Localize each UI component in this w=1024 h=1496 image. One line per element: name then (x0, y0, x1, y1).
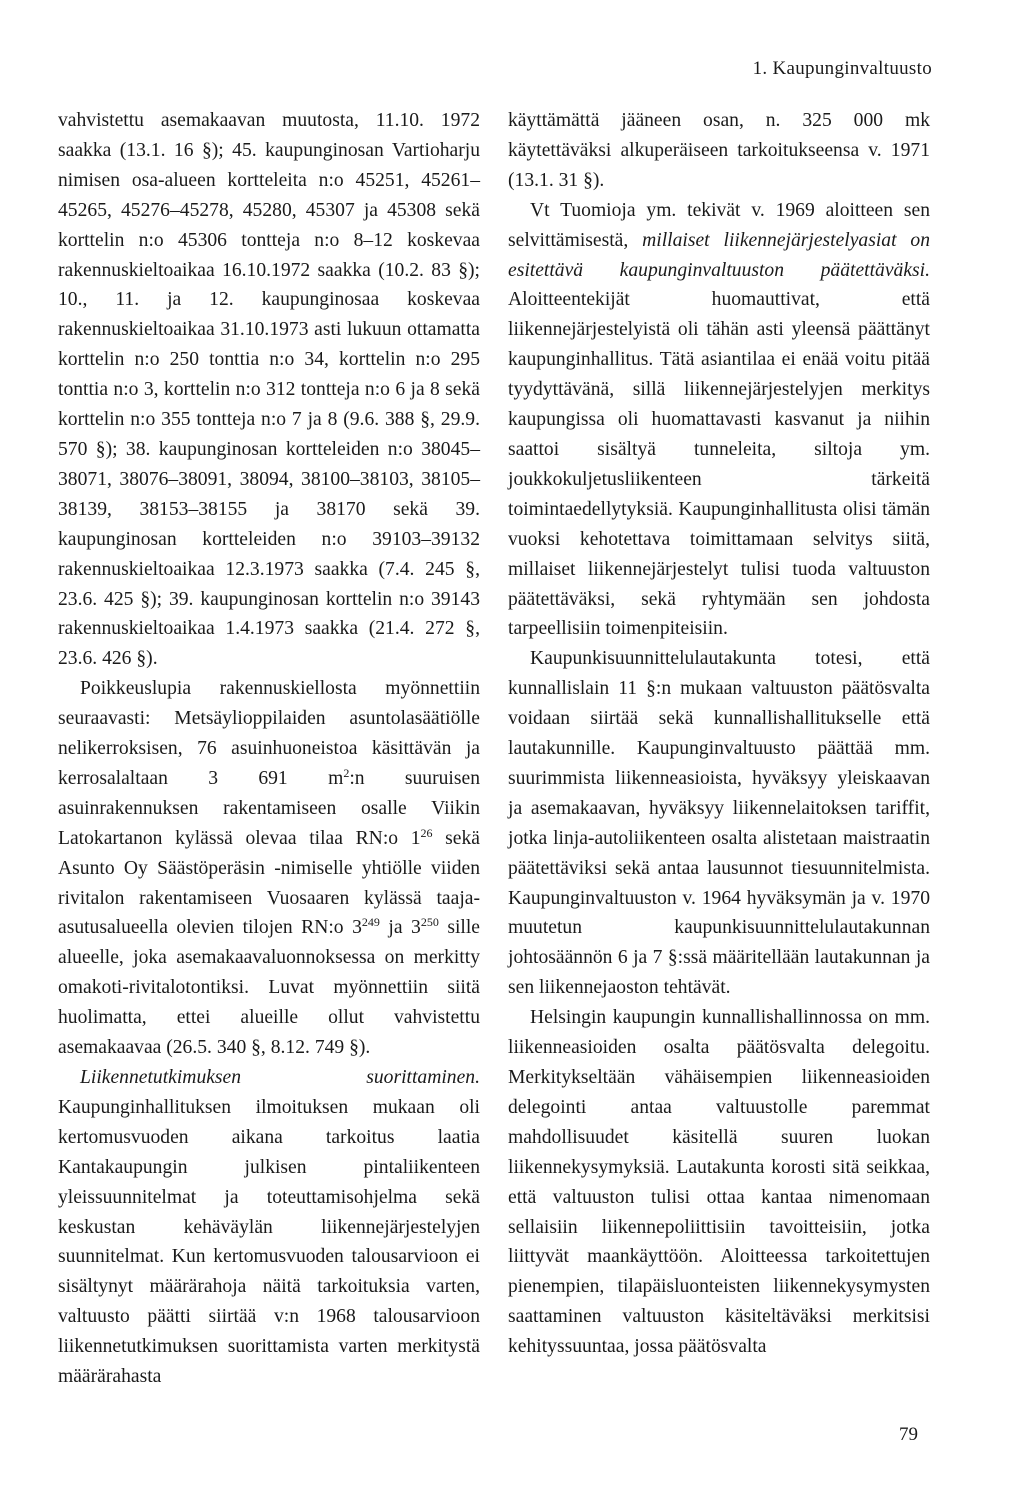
superscript: 26 (420, 825, 433, 840)
text-run: :n suuruisen asuinrakennuksen rakentamiseen osalle Viikin Latokartanon kylässä olevaa tilaa RN:o 1 (58, 767, 480, 849)
superscript: 249 (361, 915, 380, 930)
paragraph: Helsingin kaupungin kunnallishallinnossa on mm. liikenneasioiden osalta päätösvalta delegoitu. Merkitykseltään vähäisempien liikenneasioiden delegointi antaa valtuustolle paremmat mahdollisuudet käsitellä suuren luokan liikennekysymyksiä. Lautakunta korosti sitä seikkaa, että valtuuston tulisi ottaa kantaa nimenomaan sellaisiin liikennepoliittisiin tavoitteisiin, jotka liittyvät maankäyttöön. Aloitteessa tarkoitettujen pienempien, tilapäisluonteisten liikennekysymysten saattaminen valtuuston käsiteltäväksi merkitsisi kehityssuuntaa, jossa päätösvalta (508, 1007, 930, 1358)
right-column (508, 106, 930, 1362)
paragraph (58, 674, 480, 1063)
page-number: 79 (899, 1424, 918, 1445)
running-header: 1. Kaupunginvaltuusto (752, 58, 932, 79)
text-run: ja 3 (379, 917, 421, 939)
text-run: Vt Tuomioja ym. tekivät v. 1969 aloitteen sen selvittämisestä, (508, 199, 930, 251)
text-run: sekä Asunto Oy Säästöperäsin -nimiselle yhtiölle viiden rivitalon rakentamiseen Vuosaaren kylässä taaja-asutusalueella olevien tilojen RN:o 3 (58, 827, 480, 939)
emphasis: millaiset liikennejärjestelyasiat on esitettävä kaupunginvaltuuston päätettäväksi. (508, 229, 930, 281)
paragraph: käyttämättä jääneen osan, n. 325 000 mk käytettäväksi alkuperäiseen tarkoitukseensa v. 1971 (13.1. 31 §). (508, 110, 930, 191)
text-run: Poikkeuslupia rakennuskiellosta myönnettiin seuraavasti: Metsäylioppilaiden asuntolasäätiölle nelikerroksisen, 76 asuinhuoneistoa käsittävän ja kerrosalaltaan 3 691 m (58, 678, 480, 789)
paragraph (58, 1063, 480, 1392)
left-column (58, 106, 480, 1392)
text-run: Kaupunginhallituksen ilmoituksen mukaan oli kertomusvuoden aikana tarkoitus laatia Kantakaupungin julkisen pintaliikenteen yleissuunnitelmat ja toteuttamisohjelma sekä keskustan kehäväylän liikennejärjestelyjen suunnitelmat. Kun kertomusvuoden talousarvioon ei sisältynyt määrärahoja näitä tarkoituksia varten, valtuusto päätti siirtää v:n 1968 talousarvioon liikennetutkimuksen suorittamista varten merkitystä määrärahasta (58, 1096, 480, 1388)
superscript: 2 (343, 765, 350, 780)
text-run: Aloitteentekijät huomauttivat, että liikennejärjestelyistä oli tähän asti yleensä päättänyt kaupunginhallitus. Tätä asiantilaa ei enää voitu pitää tyydyttävänä, sillä liikennejärjestelyjen merkitys kaupungissa oli huomattavasti kasvanut ja niihin saattoi sisältyä tunneleita, siltoja ym. joukkokuljetusliikenteen tärkeitä toimintaedellytyksiä. Kaupunginhallitusta olisi tämän vuoksi kehotettava toimittamaan selvitys siitä, millaiset liikennejärjestelyt tulisi tuoda valtuuston päätettäväksi, sekä ryhtymään sen johdosta tarpeellisiin toimenpiteisiin. (508, 289, 930, 640)
section-heading: Liikennetutkimuksen suorittaminen. (80, 1067, 480, 1088)
text-run: sille alueelle, joka asemakaavaluonnoksessa on merkitty omakoti-rivitalotontiksi. Luvat myönnettiin siitä huolimatta, ettei alueille ollut vahvistettu asemakaavaa (26.5. 340 §, 8.12. 749 §). (58, 917, 480, 1059)
paragraph (508, 196, 930, 645)
paragraph: Kaupunkisuunnittelulautakunta totesi, että kunnallislain 11 §:n mukaan valtuuston päätösvalta voidaan siirtää sekä kunnallishallitukselle että lautakunnille. Kaupunginvaltuusto päättää mm. suurimmista liikenneasioista, hyväksyy yleiskaavan ja asemakaavan, hyväksyy liikennelaitoksen tariffit, jotka linja-autoliikenteen osalta alistetaan maistraatin päätettäviksi sekä antaa lausunnot tiesuunnitelmista. Kaupunginvaltuuston v. 1964 hyväksymän ja v. 1970 muutetun kaupunkisuunnittelulautakunnan johtosäännön 6 ja 7 §:ssä määritellään lautakunnan ja sen liikennejaoston tehtävät. (508, 648, 930, 999)
superscript: 250 (420, 915, 439, 930)
paragraph: vahvistettu asemakaavan muutosta, 11.10. 1972 saakka (13.1. 16 §); 45. kaupunginosan Vartioharju nimisen osa-alueen kortteleita n:o 45251, 45261–45265, 45276–45278, 45280, 45307 ja 45308 sekä korttelin n:o 45306 tontteja n:o 8–12 koskevaa rakennuskieltoaikaa 16.10.1972 saakka (10.2. 83 §); 10., 11. ja 12. kaupunginosaa koskevaa rakennuskieltoaikaa 31.10.1973 asti lukuun ottamatta korttelin n:o 250 tonttia n:o 34, korttelin n:o 295 tonttia n:o 3, korttelin n:o 312 tontteja n:o 6 ja 8 sekä korttelin n:o 355 tontteja n:o 7 ja 8 (9.6. 388 §, 29.9. 570 §); 38. kaupunginosan kortteleiden n:o 38045–38071, 38076–38091, 38094, 38100–38103, 38105–38139, 38153–38155 ja 38170 sekä 39. kaupunginosan kortteleiden n:o 39103–39132 rakennuskieltoaikaa 12.3.1973 saakka (7.4. 245 §, 23.6. 425 §); 39. kaupunginosan korttelin n:o 39143 rakennuskieltoaikaa 1.4.1973 saakka (21.4. 272 §, 23.6. 426 §). (58, 110, 480, 670)
